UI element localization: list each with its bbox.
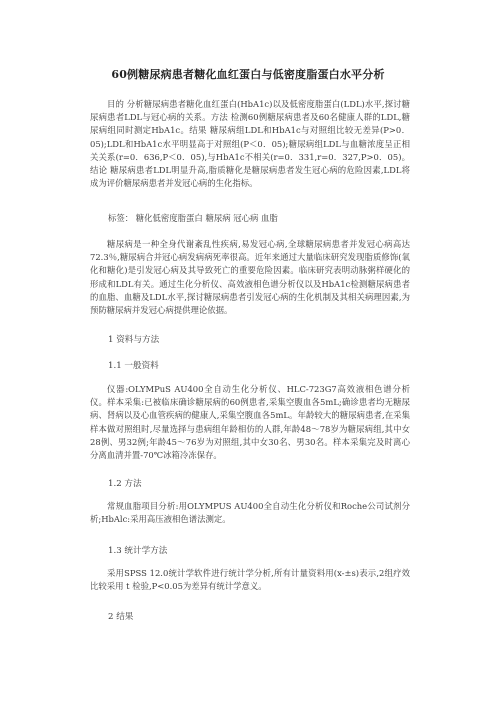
section-1-2-heading: 1.2 方法 xyxy=(108,479,142,489)
section-1-1-heading: 1.1 一般资料 xyxy=(108,361,159,371)
intro-paragraph: 糖尿病是一种全身代谢紊乱性疾病,易发冠心病,全球糖尿病患者并发冠心病高达72.3％,糖尿病合并冠心病发病病死率很高。近年来通过大量临床研究发现脂质修饰(氧化和糖化)是引发冠心病及其导致死亡的重要危险因素。临床研究表明动脉粥样硬化的形成和LDL有关。通过生化分析仪、高效液相色谱分析仪以及HbA1c检测糖尿病患者的血脂、血糖及LDL水平,探讨糖尿病患者引发冠心病的生化机制及其相关病理因素,为预防糖尿病并发冠心病提供理论依据。 xyxy=(90,239,410,316)
section-1-3-heading: 1.3 统计学方法 xyxy=(108,546,168,556)
section-1-1-paragraph: 仪器:OLYMPuS AU400全自动生化分析仪、HLC-723G7高效液相色谱分析仪。样本采集:已被临床确诊糖尿病的60例患者,采集空腹血各5mL;确诊患者均无糖尿病、肾病以及心血管疾病的健康人,采集空腹血各5mL。年龄较大的糖尿病患者,在采集样本做对照组时,尽量选择与患病组年龄相仿的人群,年龄48～78岁为糖尿病组,其中女28例、男32例;年龄45～76岁为对照组,其中女30名、男30名。样本采集完及时离心分离血清并置-70℃冰箱冷冻保存。 xyxy=(90,384,410,461)
section-2-heading: 2 结果 xyxy=(108,612,134,622)
section-1-heading: 1 资料与方法 xyxy=(108,335,160,345)
section-1-2-paragraph: 常规血脂项目分析:用OLYMPUS AU400全自动生化分析仪和Roche公司试剂分析;HbAlc:采用高压液相色谱法测定。 xyxy=(90,501,410,525)
page-title: 60例糖尿病患者糖化血红蛋白与低密度脂蛋白水平分析 xyxy=(111,68,385,81)
abstract-paragraph: 目的 分析糖尿病患者糖化血红蛋白(HbA1c)以及低密度脂蛋白(LDL)水平,探讨糖尿病患者LDL与冠心病的关系。方法 检测60例糖尿病患者及60名健康人群的LDL,糖尿病组同时测定HbA1c。结果 糖尿病组LDL和HbA1c与对照组比较无差异(P>0．05);LDL和HbA1c水平明显高于对照组(P＜0．05);糖尿病组LDL与血糖浓度呈正相关关系(r=0．636,P＜0．05),与HbA1c不相关(r=0．331,r=0．327,P>0．05)。结论 糖尿病患者LDL明显升高,脂质糖化是糖尿病患者发生冠心病的危险因素,LDL将成为评价糖尿病患者并发冠心病的生化指标。 xyxy=(90,99,410,189)
section-1-3-paragraph: 采用SPSS 12.0统计学软件进行统计学分析,所有计量资料用(x-±s)表示,2组疗效比较采用 t 检验,P<0.05为差异有统计学意义。 xyxy=(90,568,410,592)
keywords-line: 标签： 糖化低密度脂蛋白 糖尿病 冠心病 血脂 xyxy=(108,213,278,223)
